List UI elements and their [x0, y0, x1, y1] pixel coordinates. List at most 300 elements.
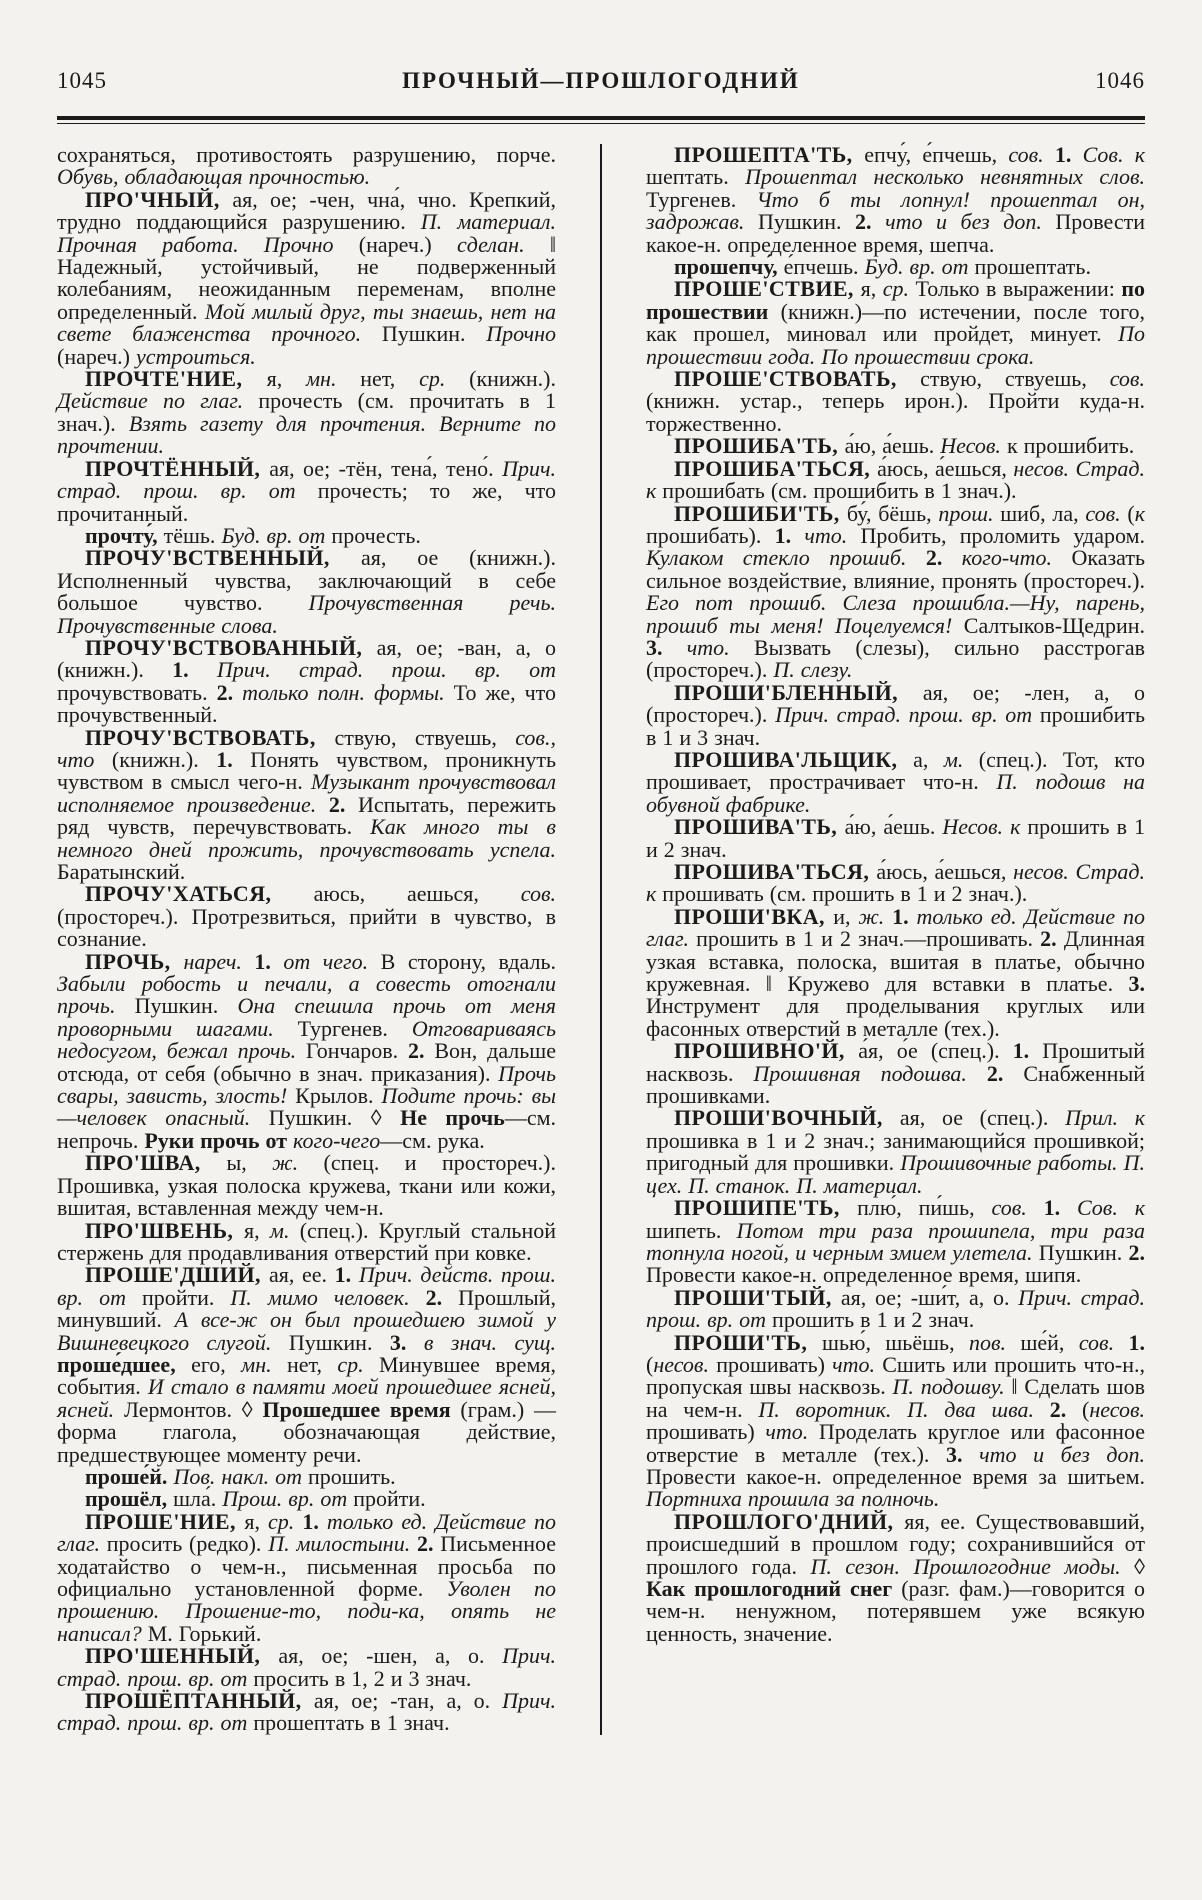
entry-text: ствую, ствуешь,: [920, 366, 1110, 392]
dictionary-entry: [646, 455, 1146, 504]
entry-text: Пушкин.: [1038, 1239, 1129, 1265]
entry-text: Тургенев.: [646, 186, 757, 212]
entry-text: Буд. вр. от: [864, 254, 975, 280]
entry-text: м.: [269, 1217, 300, 1243]
entry-text: мн.: [241, 1351, 287, 1377]
entry-text: просить в 1, 2 и 3 знач.: [253, 1665, 472, 1691]
entry-text: Прич. страд. прош. вр. от: [57, 1688, 556, 1736]
entry-text: ая, ое; -лен, а, о (простореч.).: [646, 679, 1146, 728]
entry-text: м.: [943, 746, 979, 772]
header-rule: [57, 116, 1145, 124]
headword: ПРОШЕ'СТВИЕ,: [674, 276, 861, 302]
entry-text: к прошибить.: [1006, 433, 1135, 459]
entry-text: Прич. страд. прош. вр. от: [646, 1284, 1145, 1333]
entry-text: Прич. действ. прош. вр. от: [57, 1262, 556, 1310]
entry-text: 1.: [172, 657, 217, 683]
entry-text: Музыкант прочувствовал исполняемое произведение.: [57, 769, 557, 817]
dictionary-entry: [646, 144, 1145, 256]
entry-text: Потом три раза прошипела, три раза топнула ногой, и черным змием улетела.: [646, 1217, 1145, 1265]
dictionary-entry: [646, 1040, 1145, 1107]
entry-text: (книжн. устар., теперь ирон.). Пройти куда-н. торжественно.: [646, 388, 1145, 436]
headword: ПРОШИ'БЛЕННЫЙ,: [674, 679, 923, 705]
entry-text: тёшь.: [163, 522, 222, 548]
dictionary-entry: [57, 1463, 556, 1489]
entry-text: Его пот прошиб. Слеза прошибла.—Ну, парень, прошиб ты меня! Поцелуемся!: [646, 590, 1145, 638]
entry-text: Пушкин.: [134, 993, 238, 1019]
headword: ПРО'ШЕННЫЙ,: [85, 1643, 279, 1669]
dictionary-entry: [57, 455, 556, 526]
entry-text: ше́й,: [1020, 1329, 1079, 1355]
headword: ПРОЧУ'ХАТЬСЯ,: [85, 881, 314, 907]
headword: ПРОШЕ'НИЕ,: [85, 1508, 245, 1534]
entry-text: ая, ое; -шен, а, о.: [278, 1643, 503, 1669]
page-header: [57, 68, 1145, 98]
entry-text: Она спешила прочь от меня проворными шагами.: [57, 993, 556, 1041]
entry-text: А все-ж он был прошедшею зимой у Вишневецкого слугой.: [57, 1307, 556, 1355]
dictionary-entry: [57, 724, 557, 884]
entry-text: Провести какое-н. определенное время за шитьем.: [646, 1463, 1145, 1489]
entry-text: 1.: [302, 1508, 327, 1534]
entry-text: что.: [804, 522, 861, 548]
entry-text: Мой милый друг, ты знаешь, нет на свете блаженства прочного.: [57, 298, 557, 347]
entry-text: я,: [244, 1217, 270, 1243]
entry-text: (спец.). Тот, кто прошивает, прострачивает что-н.: [646, 746, 1146, 795]
entry-text: 3.: [1128, 971, 1145, 997]
dictionary-entry: [57, 1508, 557, 1646]
headword: ПРОШИБА'ТЬ,: [674, 433, 845, 459]
dictionary-entry: [646, 679, 1146, 750]
dictionary-entry: [57, 547, 556, 637]
entry-text: 1.: [334, 1262, 359, 1288]
entry-text: Гончаров.: [305, 1038, 409, 1064]
dictionary-entry: [646, 256, 1145, 278]
entry-text: сов.: [520, 881, 557, 907]
entry-text: П. слезу.: [773, 657, 853, 683]
entry-text: ◊: [1134, 1553, 1146, 1579]
entry-text: Уволен по прошению. Прошение-то, поди-ка, опять не написал?: [57, 1576, 556, 1646]
entry-text: Прил. к: [1065, 1105, 1145, 1131]
entry-text: только ед. Действие по глаг.: [646, 903, 1145, 952]
entry-text: несов.: [1089, 1396, 1146, 1422]
entry-text: мн.: [306, 366, 361, 392]
headword: ПРОШИВА'ТЬ,: [674, 814, 845, 840]
entry-text: его,: [191, 1351, 242, 1377]
entry-text: Взять газету для прочтения. Верните по прочтении.: [57, 410, 556, 459]
entry-text: 2.: [1049, 1396, 1083, 1422]
dictionary-entry: [57, 634, 557, 728]
entry-text: что.: [765, 1419, 819, 1445]
right-page-number: 1046: [1095, 68, 1145, 93]
entry-text: несов. Страд. к: [646, 859, 1145, 907]
headword: ПРОШЕПТА'ТЬ,: [674, 142, 865, 167]
dictionary-entry: [646, 1508, 1146, 1646]
entry-text: П. милостыни.: [268, 1531, 417, 1557]
entry-text: несов. Страд. к: [646, 455, 1146, 504]
headword: ПРОШИ'ВОЧНЫЙ,: [674, 1105, 900, 1131]
entry-text: 2.: [328, 791, 359, 817]
entry-text: ж.: [272, 1150, 324, 1176]
entry-text: Несов. к: [942, 814, 1028, 840]
text-columns: [57, 144, 1145, 1735]
page-title: ПРОЧНЫЙ—ПРОШЛОГОДНИЙ: [402, 68, 800, 93]
entry-text: Проделать круглое или фасонное отверстие в металле (тех.).: [646, 1419, 1145, 1467]
entry-text: прочесть (см. прочитать в 1 знач.).: [57, 388, 556, 436]
entry-text: Несов.: [940, 433, 1007, 459]
entry-text: 2.: [417, 1531, 441, 1557]
entry-text: кого-что.: [961, 545, 1072, 571]
entry-text: 1.: [1128, 1329, 1145, 1355]
entry-text: (книжн.)—по истечении, после того, как прошел, миновал или пройдет, минует.: [646, 298, 1145, 347]
entry-text: я,: [266, 366, 307, 392]
entry-text: И стало в памяти моей прошедшее ясней, ясней.: [57, 1374, 556, 1422]
entry-text: Инструмент для проделывания круглых или фасонных отверстий в металле (тех.).: [646, 993, 1145, 1041]
entry-text: только ед. Действие по глаг.: [57, 1508, 557, 1557]
entry-text: Прошедшее время: [262, 1396, 461, 1422]
entry-text: прочту́,: [85, 522, 164, 548]
entry-text: прочувствовать.: [57, 679, 217, 705]
entry-text: ая, ое; -ши́т, а, о.: [840, 1284, 1019, 1310]
entry-text: прочесть.: [331, 522, 421, 548]
entry-text: Снабженный прошивками.: [646, 1060, 1145, 1109]
entry-text: Испытать, пережить ряд чувств, перечувствовать.: [57, 791, 557, 840]
headword: ПРО'ШВА,: [85, 1150, 227, 1176]
dictionary-entry: [57, 186, 557, 369]
entry-text: шептать.: [646, 164, 746, 190]
entry-text: прошивать): [716, 1351, 833, 1377]
entry-text: П. подошв на обувной фабрике.: [646, 769, 1145, 817]
entry-text: в знач. сущ.: [423, 1329, 556, 1355]
entry-text: Прошивочные работы. П. цех. П. станок. П. материал.: [646, 1150, 1145, 1198]
dictionary-entry: [57, 1488, 556, 1510]
entry-text: ствую, ствуешь,: [334, 724, 516, 750]
headword: ПРОШИБИ'ТЬ,: [674, 500, 847, 526]
entry-text: (спец. и простореч.). Прошивка, узкая полоска кружева, ткани или кожи, вшитая, вставленная между чем-н.: [57, 1150, 556, 1221]
entry-text: сделан.: [456, 231, 550, 257]
entry-text: Портниха прошила за полночь.: [646, 1486, 940, 1512]
entry-text: плю́, пи́шь,: [857, 1195, 992, 1221]
entry-text: просить (редко).: [106, 1531, 269, 1557]
left-page-number: 1045: [57, 68, 107, 93]
entry-text: шиб, ла,: [1000, 500, 1086, 526]
entry-text: Прошивная подошва.: [753, 1060, 987, 1086]
entry-text: —см. рука.: [380, 1127, 485, 1153]
entry-text: 3.: [389, 1329, 424, 1355]
entry-text: прошить.: [308, 1463, 396, 1489]
entry-text: что и без доп.: [979, 1441, 1145, 1467]
entry-text: 1.: [1043, 1195, 1077, 1221]
entry-text: Прич. страд. прош. вр. от: [216, 657, 556, 683]
entry-text: Только в выражении:: [915, 276, 1122, 302]
entry-text: сов.: [1078, 1329, 1129, 1355]
entry-text: 3.: [946, 1441, 980, 1467]
entry-text: —см. непрочь.: [57, 1105, 556, 1153]
entry-text: Сов. к: [1076, 1195, 1145, 1221]
headword: ПРОШИ'ТЫЙ,: [674, 1284, 841, 1310]
headword: ПРОЧУ'ВСТВОВАТЬ,: [85, 724, 335, 750]
entry-text: Как много ты в немного дней прожить, прочувствовать успела.: [57, 814, 556, 862]
headword: ПРОЧУ'ВСТВЕННЫЙ,: [85, 545, 362, 571]
entry-text: сохраняться, противостоять разрушению, порче.: [57, 142, 556, 167]
entry-text: В сторону, вдаль.: [380, 948, 556, 974]
entry-text: (: [1127, 500, 1135, 526]
entry-text: Пушкин. ◊: [268, 1105, 401, 1131]
entry-text: прошить в 1 и 2 знач.—прошивать.: [696, 926, 1041, 952]
entry-text: и,: [833, 903, 859, 929]
entry-text: прошивать): [646, 1419, 766, 1445]
entry-text: Прич. страд. прош. вр. от: [775, 702, 1040, 728]
dictionary-entry: [57, 144, 556, 189]
entry-text: ая, ое; -чен, чна́, чно. Крепкий, трудно поддающийся разрушению.: [57, 186, 556, 235]
entry-text: прошепчу́,: [674, 254, 784, 280]
entry-text: По прошествии года. По прошествии срока.: [646, 321, 1145, 369]
entry-text: сов.: [1008, 142, 1055, 167]
dictionary-entry: [57, 1264, 556, 1466]
entry-text: я,: [860, 276, 883, 302]
entry-text: нет,: [286, 1351, 338, 1377]
entry-text: ая, ое (книжн.). Исполненный чувства, заключающий в себе большое чувство.: [57, 545, 556, 616]
entry-text: нареч.: [183, 948, 255, 974]
column-gutter: [556, 144, 646, 1735]
dictionary-entry: [646, 1107, 1145, 1197]
entry-text: (книжн.).: [111, 746, 217, 772]
headword: ПРОШИВА'ЛЬЩИК,: [674, 746, 914, 772]
entry-text: прошептать в 1 знач.: [253, 1710, 450, 1736]
entry-text: Письменное ходатайство о чем-н., письменная просьба по официально установленной форме.: [57, 1531, 557, 1601]
dictionary-entry: [57, 1645, 556, 1690]
entry-text: ая, ее.: [268, 1262, 335, 1288]
entry-text: Баратынский.: [57, 859, 186, 884]
entry-text: ая, ое (спец.).: [899, 1105, 1066, 1131]
headword: ПРОШИ'ВКА,: [674, 903, 834, 929]
headword: ПРОШЁПТАННЫЙ,: [85, 1688, 314, 1714]
entry-text: 3.: [646, 634, 687, 660]
entry-text: прошивка в 1 и 2 знач.; занимающийся прошивкой; пригодный для прошивки.: [646, 1127, 1145, 1176]
entry-text: бу́, бёшь,: [846, 500, 939, 526]
dictionary-entry: [57, 883, 556, 950]
headword: ПРОШИВА'ТЬСЯ,: [674, 859, 877, 884]
entry-text: шла́.: [173, 1486, 223, 1512]
entry-text: прошить в 1 и 2 знач.: [772, 1307, 975, 1333]
entry-text: Прошлый, минувший.: [57, 1284, 556, 1333]
column-left: [57, 144, 556, 1735]
headword: ПРОЧТЁННЫЙ,: [85, 455, 270, 481]
entry-text: 2.: [408, 1038, 435, 1064]
entry-text: нет,: [360, 366, 420, 392]
dictionary-entry: [57, 1690, 556, 1735]
entry-text: (: [1082, 1396, 1090, 1422]
dictionary-entry: [646, 435, 1145, 457]
dictionary-entry: [646, 1197, 1145, 1287]
dictionary-entry: [646, 368, 1145, 435]
headword: ПРОШЛОГО'ДНИЙ,: [674, 1508, 905, 1534]
entry-text: Прошитый насквозь.: [646, 1038, 1145, 1086]
entry-text: То же, что прочувственный.: [57, 679, 557, 728]
entry-text: что.: [832, 1351, 883, 1377]
entry-text: а́юсь, а́ешься,: [876, 859, 1014, 884]
entry-text: Минувшее время, события.: [57, 1351, 556, 1400]
headword: ПРОЧТЕ'НИЕ,: [85, 366, 267, 392]
entry-text: 2.: [925, 545, 962, 571]
entry-text: шью́, шьёшь,: [822, 1329, 969, 1355]
entry-text: Сшить или прошить что-н., пропуская швы насквозь.: [646, 1351, 1145, 1400]
entry-text: (спец.). Круглый стальной стержень для продавливания отверстий при ковке.: [57, 1217, 557, 1265]
entry-text: пройти.: [141, 1284, 231, 1310]
entry-text: ая, ое; -тан, а, о.: [313, 1688, 503, 1714]
entry-text: Обувь, обладающая прочностью.: [57, 164, 371, 190]
entry-text: 2.: [986, 1060, 1024, 1086]
headword: ПРОЧЬ,: [85, 948, 184, 974]
entry-text: е́пчешь.: [783, 254, 865, 280]
entry-text: Вон, дальше отсюда, от себя (обычно в знач. приказания).: [57, 1038, 556, 1086]
entry-text: по прошествии: [646, 276, 1145, 324]
entry-text: Что б ты лопнул! прошептал он, задрожав.: [646, 186, 1145, 235]
entry-text: П. подошву.: [892, 1374, 1012, 1400]
entry-text: М. Горький.: [147, 1620, 262, 1646]
entry-text: Прошептал несколько невнятных слов.: [745, 164, 1145, 190]
entry-text: (грам.) — форма глагола, обозначающая действие, предшествующее моменту речи.: [57, 1396, 556, 1467]
entry-text: проше́й.: [85, 1463, 174, 1489]
entry-text: 1.: [774, 522, 805, 548]
dictionary-entry: [57, 1217, 557, 1265]
entry-text: прошибить в 1 и 3 знач.: [646, 702, 1146, 750]
entry-text: ая, ое; -тён, тена́, тено́.: [269, 455, 503, 481]
dictionary-entry: [57, 948, 557, 1153]
entry-text: ‖ Сделать шов на чем-н.: [646, 1374, 1145, 1422]
entry-text: Прочно: [486, 321, 556, 347]
entry-text: ср.: [882, 276, 916, 302]
entry-text: только полн. формы.: [242, 679, 454, 705]
entry-text: Прич. страд. прош. вр. от: [57, 1643, 556, 1691]
entry-text: П. мимо человек.: [230, 1284, 426, 1310]
entry-text: Тургенев.: [297, 1015, 412, 1041]
entry-text: Буд. вр. от: [221, 522, 332, 548]
entry-text: Прош. вр. от: [222, 1486, 354, 1512]
entry-text: епчу́, е́пчешь,: [864, 142, 1009, 167]
entry-text: сов.: [1085, 500, 1128, 526]
entry-text: Подите прочь: вы—человек опасный.: [57, 1083, 557, 1131]
entry-text: Как прошлогодний снег: [646, 1576, 902, 1601]
entry-text: 1.: [892, 903, 917, 929]
entry-text: 1.: [254, 948, 284, 974]
entry-text: ср.: [337, 1351, 379, 1377]
entry-text: (книжн.).: [469, 366, 556, 392]
entry-text: кого-чего: [293, 1127, 381, 1153]
entry-text: 2.: [425, 1284, 459, 1310]
entry-text: ‖ Надежный, устойчивый, не подверженный колебаниям, неожиданным переменам, вполне определенный.: [57, 231, 556, 324]
entry-text: Понять чувством, проникнуть чувством в смысл чего-н.: [57, 746, 556, 795]
headword: ПРОШИ'ТЬ,: [674, 1329, 823, 1355]
entry-text: ая, ое; -ван, а, о (книжн.).: [57, 634, 556, 683]
entry-text: ср.: [419, 366, 470, 392]
entry-text: прошибать).: [646, 522, 775, 548]
headword: ПРОШЕ'СТВОВАТЬ,: [674, 366, 921, 392]
entry-text: Вызвать (слезы), сильно расстрогав (простореч.).: [646, 634, 1145, 683]
entry-text: Провести какое-н. определенное время, шепча.: [646, 209, 1146, 257]
entry-text: 1.: [1012, 1038, 1043, 1064]
column-right: [646, 144, 1145, 1735]
entry-text: сов., что: [57, 724, 556, 772]
headword: ПРОШИБА'ТЬСЯ,: [674, 455, 878, 481]
entry-text: П. воротник. П. два шва.: [758, 1396, 1050, 1422]
dictionary-entry: [57, 368, 556, 458]
entry-text: прош.: [938, 500, 1001, 526]
dictionary-entry: [646, 1329, 1146, 1512]
dictionary-entry: [646, 278, 1145, 368]
entry-text: аюсь, аешься,: [313, 881, 521, 907]
entry-text: Крылов.: [295, 1083, 382, 1109]
entry-text: (разг. фам.)—говорится о чем-н. ненужном, потерявшем уже всякую ценность, значение.: [646, 1576, 1146, 1646]
entry-text: Прочь свары, зависть, злость!: [57, 1060, 556, 1109]
dictionary-entry: [646, 903, 1146, 1041]
entry-text: проше́дшее,: [57, 1351, 192, 1377]
entry-text: Лермонтов. ◊: [123, 1396, 263, 1422]
entry-text: прошептать.: [974, 254, 1091, 280]
entry-text: шипеть.: [646, 1217, 737, 1243]
entry-text: пройти.: [353, 1486, 426, 1512]
entry-text: а́я, о́е (спец.).: [858, 1038, 1013, 1064]
entry-text: Длинная узкая вставка, полоска, вшитая в платье, обычно кружевная. ‖ Кружево для вставки в платье.: [646, 926, 1146, 997]
entry-text: устроиться.: [135, 343, 256, 369]
entry-text: Действие по глаг.: [57, 388, 259, 414]
dictionary-entry: [646, 746, 1146, 817]
entry-text: ср.: [268, 1508, 303, 1534]
entry-text: (: [646, 1351, 654, 1377]
entry-text: прошёл,: [85, 1486, 174, 1512]
header-rule-thin: [57, 123, 1145, 124]
entry-text: Прочувственная речь. Прочувственные слова.: [57, 590, 556, 638]
entry-text: прошить в 1 и 2 знач.: [646, 814, 1145, 862]
entry-text: прочесть; то же, что прочитанный.: [57, 478, 556, 526]
entry-text: пов.: [968, 1329, 1021, 1355]
entry-text: Кулаком стекло прошиб.: [646, 545, 926, 571]
entry-text: что и без доп.: [885, 209, 1056, 235]
entry-text: к: [1134, 500, 1145, 526]
headword: ПРОШИПЕ'ТЬ,: [674, 1195, 858, 1221]
entry-text: Не прочь: [400, 1105, 505, 1131]
headword: ПРО'ЧНЫЙ,: [85, 186, 233, 212]
entry-text: Пушкин.: [757, 209, 856, 235]
header-rule-thick: [57, 116, 1145, 120]
entry-text: Сов. к: [1082, 142, 1145, 167]
entry-text: Салтыков-Щедрин.: [963, 612, 1145, 638]
dictionary-entry: [57, 522, 556, 548]
entry-text: а,: [913, 746, 944, 772]
dictionary-entry: [57, 1152, 556, 1219]
entry-text: я,: [244, 1508, 268, 1534]
entry-text: 2.: [216, 679, 243, 705]
entry-text: ы,: [226, 1150, 273, 1176]
entry-text: сов.: [1109, 366, 1145, 392]
entry-text: Пушкин.: [288, 1329, 390, 1355]
entry-text: (нареч.): [358, 231, 457, 257]
entry-text: ж.: [858, 903, 893, 929]
headword: ПРОЧУ'ВСТВОВАННЫЙ,: [85, 634, 377, 660]
entry-text: (простореч.). Протрезвиться, прийти в чувство, в сознание.: [57, 903, 556, 952]
entry-text: Пробить, проломить ударом.: [860, 522, 1145, 548]
entry-text: а́ю, а́ешь.: [844, 433, 941, 459]
entry-text: Отговариваясь недосугом, бежал прочь.: [57, 1015, 556, 1064]
entry-text: Прич. страд. прош. вр. от: [57, 455, 556, 504]
entry-text: Оказать сильное воздействие, влияние, пронять (простореч.).: [646, 545, 1146, 593]
entry-text: 2.: [855, 209, 886, 235]
entry-text: а́юсь, а́ешься,: [877, 455, 1014, 481]
entry-text: а́ю, а́ешь.: [844, 814, 943, 840]
entry-text: что.: [686, 634, 754, 660]
entry-text: Пушкин.: [381, 321, 487, 347]
entry-text: Забыли робость и печали, а совесть отогнали прочь.: [57, 971, 556, 1019]
dictionary-entry: [646, 1284, 1145, 1333]
entry-text: П. сезон. Прошлогодние моды.: [810, 1553, 1135, 1579]
